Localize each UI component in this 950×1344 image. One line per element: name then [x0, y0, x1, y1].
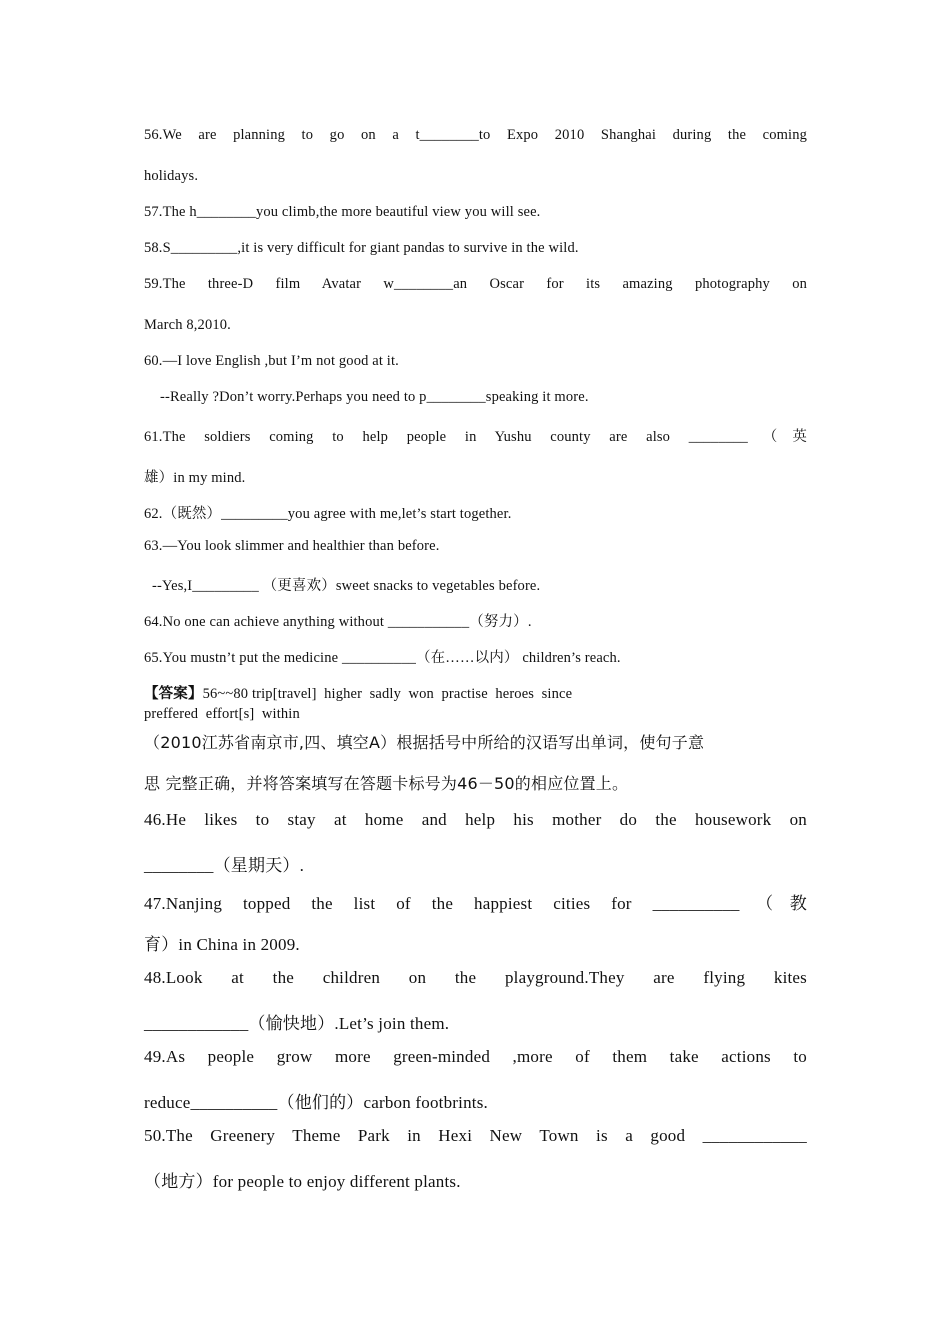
question-60-line-2: --Really ?Don’t worry.Perhaps you need to p________speaking it more. — [160, 389, 589, 405]
question-56-line-2: holidays. — [144, 168, 199, 184]
question-60-line-1: 60.—I love English ,but I’m not good at it. — [144, 353, 399, 369]
question-63-line-1: 63.—You look slimmer and healthier than before. — [144, 538, 440, 554]
question-56-line-1: 56.We are planning to go on a t________to Expo 2010 Shanghai during the coming — [144, 127, 807, 143]
question-64: 64.No one can achieve anything without ___________（努力）. — [144, 614, 532, 630]
question-59-line-2: March 8,2010. — [144, 317, 231, 333]
answer-values: 56~~80 trip[travel] higher sadly won practise heroes since — [202, 686, 573, 702]
question-57: 57.The h________you climb,the more beautiful view you will see. — [144, 204, 541, 220]
answer-key-line-2: preffered effort[s] within — [144, 706, 300, 722]
question-61-line-1: 61.The soldiers coming to help people in Yushu county are also ________（英 — [144, 429, 807, 445]
section-instructions-line-2: 思 完整正确，并将答案填写在答题卡标号为46－50的相应位置上。 — [144, 774, 629, 793]
question-49-line-1: 49.As people grow more green-minded ,more of them take actions to — [144, 1047, 807, 1066]
question-65: 65.You mustn’t put the medicine __________（在……以内） children’s reach. — [144, 650, 621, 666]
question-48-line-1: 48.Look at the children on the playground.They are flying kites — [144, 968, 807, 987]
question-49-line-2: reduce__________（他们的）carbon footbrints. — [144, 1093, 488, 1112]
question-47-line-2: 育）in China in 2009. — [144, 935, 300, 954]
question-47-line-1: 47.Nanjing topped the list of the happiest cities for __________（教 — [144, 894, 807, 913]
section-instructions-line-1: （2010江苏省南京市,四、填空A）根据括号中所给的汉语写出单词，使句子意 — [144, 733, 705, 752]
answer-tag: 【答案】 — [144, 686, 203, 702]
question-62: 62.（既然）_________you agree with me,let’s start together. — [144, 506, 512, 522]
question-48-line-2: ____________（愉快地）.Let’s join them. — [144, 1014, 450, 1033]
answer-key-line-1 — [144, 682, 807, 703]
question-63-line-2: --Yes,I_________ （更喜欢）sweet snacks to vegetables before. — [152, 578, 541, 594]
question-58: 58.S_________,it is very difficult for giant pandas to survive in the wild. — [144, 240, 579, 256]
question-46-line-2: ________（星期天）. — [144, 856, 305, 875]
question-46-line-1: 46.He likes to stay at home and help his mother do the housework on — [144, 810, 807, 829]
question-59-line-1: 59.The three-D film Avatar w________an Oscar for its amazing photography on — [144, 276, 807, 292]
question-61-line-2: 雄）in my mind. — [144, 470, 246, 486]
question-50-line-1: 50.The Greenery Theme Park in Hexi New Town is a good ____________ — [144, 1126, 807, 1145]
question-50-line-2: （地方）for people to enjoy different plants. — [144, 1172, 461, 1191]
